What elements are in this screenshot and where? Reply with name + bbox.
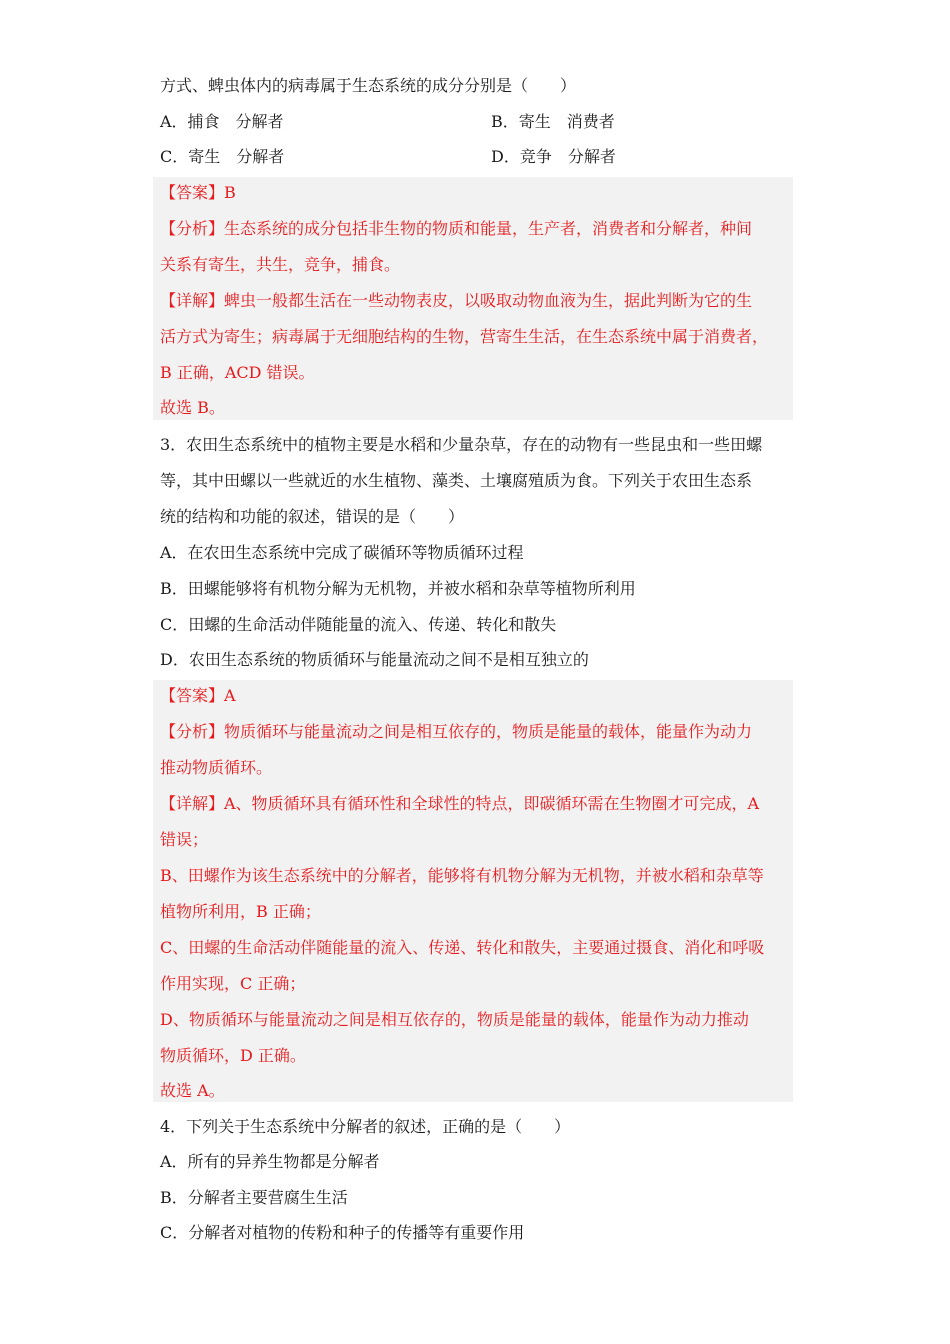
question-3-option-b: B．田螺能够将有机物分解为无机物，并被水稻和杂草等植物所利用 [160, 579, 636, 598]
question-2-option-d: D．竞争 分解者 [491, 147, 616, 166]
question-3-stem-cont-2: 统的结构和功能的叙述，错误的是（ ） [160, 507, 465, 526]
question-4-option-c: C．分解者对植物的传粉和种子的传播等有重要作用 [160, 1223, 525, 1242]
question-2-answer: 【答案】B [160, 183, 236, 202]
question-3-stem-cont-1: 等，其中田螺以一些就近的水生植物、藻类、土壤腐殖质为食。下列关于农田生态系 [160, 471, 753, 490]
question-3-choose: 故选 A。 [160, 1081, 225, 1100]
question-3-answer-box [153, 680, 793, 1102]
question-2-detail-cont-1: 活方式为寄生；病毒属于无细胞结构的生物，营寄生生活，在生态系统中属于消费者， [160, 327, 769, 346]
question-3-option-c: C．田螺的生命活动伴随能量的流入、传递、转化和散失 [160, 615, 557, 634]
question-4-stem: 4．下列关于生态系统中分解者的叙述，正确的是（ ） [160, 1117, 571, 1136]
question-3-detail: 【详解】A、物质循环具有循环性和全球性的特点，即碳循环需在生物圈才可完成，A [160, 794, 760, 813]
question-2-choose: 故选 B。 [160, 398, 225, 417]
question-3-detail-cont-6: D、物质循环与能量流动之间是相互依存的，物质是能量的载体，能量作为动力推动 [160, 1010, 749, 1029]
question-3-option-d: D．农田生态系统的物质循环与能量流动之间不是相互独立的 [160, 650, 589, 669]
question-2-analysis: 【分析】生态系统的成分包括非生物的物质和能量，生产者，消费者和分解者，种间 [160, 219, 753, 238]
question-3-detail-cont-1: 错误； [160, 830, 209, 849]
question-2-detail: 【详解】蜱虫一般都生活在一些动物表皮，以吸取动物血液为生，据此判断为它的生 [160, 291, 753, 310]
question-4-option-a: A．所有的异养生物都是分解者 [160, 1152, 380, 1171]
question-3-analysis-cont: 推动物质循环。 [160, 758, 273, 777]
question-3-analysis: 【分析】物质循环与能量流动之间是相互依存的，物质是能量的载体，能量作为动力 [160, 722, 753, 741]
question-2-option-a: A．捕食 分解者 [160, 112, 284, 131]
question-3-option-a: A．在农田生态系统中完成了碳循环等物质循环过程 [160, 543, 524, 562]
question-2-option-c: C．寄生 分解者 [160, 147, 285, 166]
question-3-detail-cont-3: 植物所利用，B 正确； [160, 902, 321, 921]
question-2-stem: 方式、蜱虫体内的病毒属于生态系统的成分分别是（ ） [160, 76, 577, 95]
question-2-detail-cont-2: B 正确，ACD 错误。 [160, 363, 315, 382]
question-2-option-b: B．寄生 消费者 [491, 112, 615, 131]
question-3-detail-cont-2: B、田螺作为该生态系统中的分解者，能够将有机物分解为无机物，并被水稻和杂草等 [160, 866, 764, 885]
question-2-analysis-cont: 关系有寄生，共生，竞争，捕食。 [160, 255, 401, 274]
question-4-option-b: B．分解者主要营腐生生活 [160, 1188, 348, 1207]
question-3-detail-cont-7: 物质循环，D 正确。 [160, 1046, 306, 1065]
question-3-detail-cont-5: 作用实现，C 正确； [160, 974, 306, 993]
question-3-stem: 3．农田生态系统中的植物主要是水稻和少量杂草，存在的动物有一些昆虫和一些田螺 [160, 435, 763, 454]
question-3-answer: 【答案】A [160, 686, 236, 705]
question-3-detail-cont-4: C、田螺的生命活动伴随能量的流入、传递、转化和散失，主要通过摄食、消化和呼吸 [160, 938, 765, 957]
